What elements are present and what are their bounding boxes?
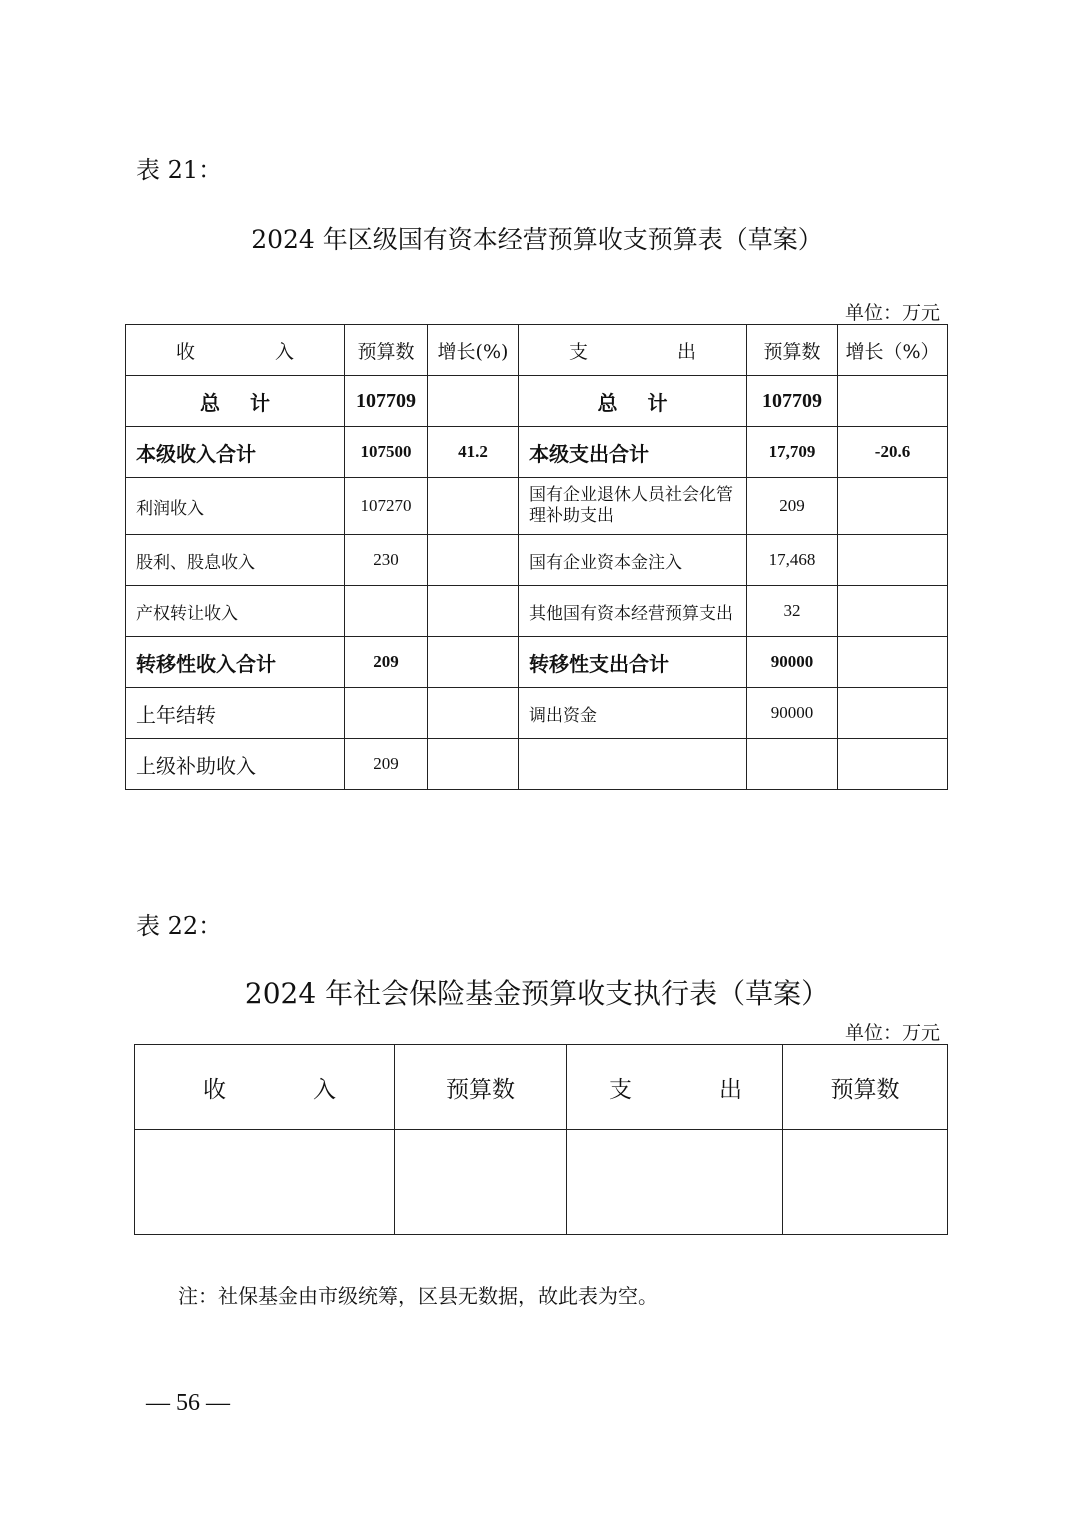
empty-cell [135, 1130, 395, 1235]
cell-in-budget: 107709 [345, 376, 428, 427]
cell-in-label: 利润收入 [126, 478, 345, 535]
cell-out-growth [838, 688, 948, 739]
header-budget2: 预算数 [783, 1045, 948, 1130]
table22-title: 2024 年社会保险基金预算收支执行表（草案） [244, 977, 830, 1010]
cell-out-budget: 17,709 [747, 427, 838, 478]
cell-out-budget: 209 [747, 478, 838, 535]
cell-out-budget: 32 [747, 586, 838, 637]
cell-in-budget: 209 [345, 637, 428, 688]
cell-out-growth: -20.6 [838, 427, 948, 478]
table-row [126, 586, 948, 637]
table22 [134, 1044, 948, 1235]
table-row [126, 478, 948, 535]
table-row-total [126, 376, 948, 427]
cell-out-growth [838, 637, 948, 688]
table21-header-row [126, 325, 948, 376]
cell-out-budget: 90000 [747, 688, 838, 739]
page-number: — 56 — [146, 1390, 230, 1416]
table-row [126, 739, 948, 790]
cell-out-label: 转移性支出合计 [519, 637, 747, 688]
cell-in-growth [428, 535, 519, 586]
cell-out-growth [838, 739, 948, 790]
cell-out-growth [838, 586, 948, 637]
header-budget: 预算数 [345, 325, 428, 376]
cell-in-budget: 209 [345, 739, 428, 790]
cell-out-growth [838, 376, 948, 427]
cell-in-label: 上年结转 [126, 688, 345, 739]
cell-in-budget [345, 586, 428, 637]
cell-out-label [519, 739, 747, 790]
cell-out-label: 本级支出合计 [519, 427, 747, 478]
table-row [126, 688, 948, 739]
empty-cell [395, 1130, 567, 1235]
cell-in-growth [428, 376, 519, 427]
table-row [126, 427, 948, 478]
cell-out-growth [838, 535, 948, 586]
cell-in-budget: 230 [345, 535, 428, 586]
cell-in-growth [428, 637, 519, 688]
cell-out-budget: 90000 [747, 637, 838, 688]
table22-header-row [135, 1045, 948, 1130]
cell-in-label: 本级收入合计 [126, 427, 345, 478]
table22-unit: 单位：万元 [844, 1022, 940, 1044]
cell-in-budget: 107270 [345, 478, 428, 535]
cell-out-label: 国有企业退休人员社会化管理补助支出 [519, 478, 747, 535]
cell-out-label: 国有企业资本金注入 [519, 535, 747, 586]
cell-in-label: 转移性收入合计 [126, 637, 345, 688]
cell-in-growth [428, 586, 519, 637]
header-income: 收 入 [126, 325, 345, 376]
total-label-left: 总 计 [126, 376, 345, 427]
total-label-right: 总 计 [519, 376, 747, 427]
header-expense: 支 出 [567, 1045, 783, 1130]
cell-in-growth: 41.2 [428, 427, 519, 478]
cell-out-budget: 107709 [747, 376, 838, 427]
header-expense: 支 出 [519, 325, 747, 376]
cell-out-budget: 17,468 [747, 535, 838, 586]
empty-cell [567, 1130, 783, 1235]
header-growth-right: 增长（%） [838, 325, 948, 376]
table21 [125, 324, 948, 790]
cell-in-growth [428, 688, 519, 739]
header-growth-left: 增长(%) [428, 325, 519, 376]
cell-in-label: 上级补助收入 [126, 739, 345, 790]
header-budget: 预算数 [395, 1045, 567, 1130]
table21-title: 2024 年区级国有资本经营预算收支预算表（草案） [251, 225, 823, 254]
cell-out-budget [747, 739, 838, 790]
cell-out-label: 其他国有资本经营预算支出 [519, 586, 747, 637]
cell-in-label: 股利、股息收入 [126, 535, 345, 586]
header-budget2: 预算数 [747, 325, 838, 376]
table-row-empty [135, 1130, 948, 1235]
cell-in-growth [428, 478, 519, 535]
table-row [126, 637, 948, 688]
cell-out-label: 调出资金 [519, 688, 747, 739]
table-row [126, 535, 948, 586]
table22-label: 表 22： [136, 912, 223, 940]
empty-cell [783, 1130, 948, 1235]
cell-out-growth [838, 478, 948, 535]
cell-in-budget [345, 688, 428, 739]
cell-in-label: 产权转让收入 [126, 586, 345, 637]
table21-label: 表 21： [136, 156, 223, 184]
cell-in-growth [428, 739, 519, 790]
table21-unit: 单位：万元 [844, 302, 940, 324]
footnote: 注：社保基金由市级统筹，区县无数据，故此表为空。 [178, 1284, 658, 1308]
cell-in-budget: 107500 [345, 427, 428, 478]
header-income: 收 入 [135, 1045, 395, 1130]
